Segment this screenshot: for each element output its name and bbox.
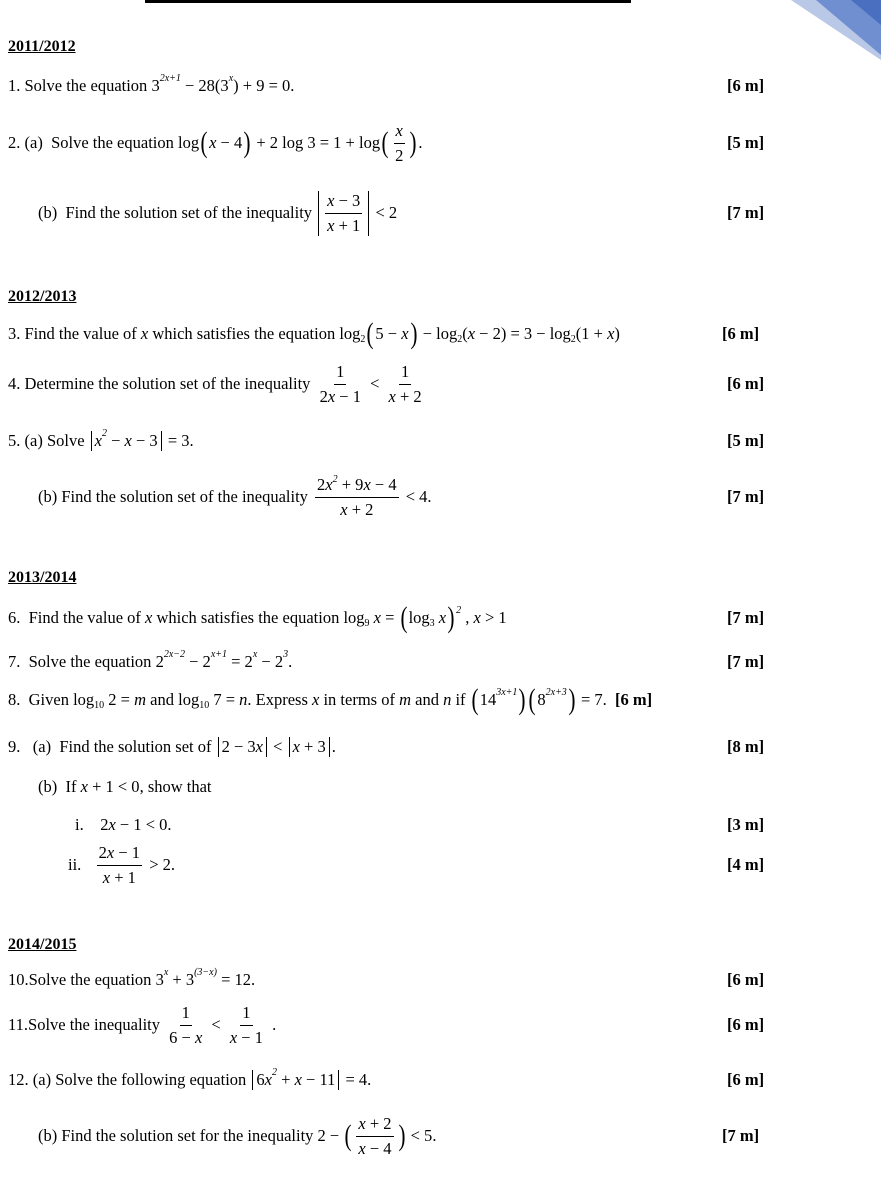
math-term: ) bbox=[568, 683, 576, 716]
math-term: x bbox=[312, 690, 320, 709]
math-term: (1 + bbox=[575, 324, 608, 343]
question-q3 bbox=[8, 312, 620, 356]
math-term: 2x+3 bbox=[545, 686, 567, 698]
question-text: . bbox=[602, 690, 615, 709]
math-term: x bbox=[294, 1070, 302, 1089]
math-term: + 1 < 0 bbox=[87, 777, 140, 796]
math-term: 1 bbox=[242, 1002, 251, 1022]
question-text: 11.Solve the inequality bbox=[8, 1015, 165, 1034]
question-text: . bbox=[331, 737, 336, 756]
section-heading-2011-2012: 2011/2012 bbox=[8, 38, 76, 55]
fraction-numerator bbox=[180, 1003, 192, 1026]
math-term: < bbox=[269, 737, 287, 756]
math-term: − log bbox=[418, 324, 458, 343]
math-term: − 2 bbox=[185, 652, 211, 671]
question-text: . bbox=[367, 1070, 372, 1089]
math-term: ) bbox=[410, 317, 418, 350]
fraction-denominator bbox=[356, 1137, 393, 1159]
math-term: 2 bbox=[360, 333, 366, 345]
math-term: x bbox=[106, 842, 115, 862]
math-term: 10 bbox=[94, 699, 105, 711]
math-term: 8 bbox=[537, 690, 546, 709]
fraction bbox=[97, 843, 142, 888]
math-term: 2 bbox=[456, 604, 462, 616]
question-text: . bbox=[189, 431, 194, 450]
marks-label: [5 m] bbox=[727, 133, 765, 152]
question-text: 1. Solve the equation bbox=[8, 76, 152, 95]
question-q2b bbox=[38, 191, 397, 235]
math-term: 2 bbox=[272, 1066, 277, 1078]
question-text: (b) Find the solution set of the inequality bbox=[38, 487, 313, 506]
fraction-numerator bbox=[394, 121, 405, 144]
math-term: ( bbox=[381, 126, 389, 159]
math-term: 3x+1 bbox=[496, 686, 518, 698]
math-term: x bbox=[124, 431, 132, 450]
math-term: 3 bbox=[155, 970, 164, 989]
math-term: 2 bbox=[457, 333, 463, 345]
math-term: + 2 log 3 = 1 + log bbox=[252, 133, 381, 152]
question-q1 bbox=[8, 64, 294, 108]
fraction bbox=[228, 1003, 265, 1048]
math-term: + 9 bbox=[337, 474, 364, 494]
question-text: which satisfies the equation bbox=[148, 324, 340, 343]
absolute-value bbox=[252, 1066, 339, 1090]
math-term: + 2 bbox=[395, 386, 422, 406]
marks-label: [6 m] bbox=[727, 1015, 765, 1034]
fraction-denominator bbox=[393, 144, 405, 166]
math-term: 1 bbox=[181, 1002, 190, 1022]
section-heading-2012-2013: 2012/2013 bbox=[8, 288, 77, 305]
math-term: = 2 bbox=[227, 652, 253, 671]
fraction bbox=[318, 362, 363, 407]
math-term: ) bbox=[398, 1119, 405, 1152]
math-term: x bbox=[363, 474, 371, 494]
math-term: − 2) = 3 − log bbox=[475, 324, 571, 343]
question-text: . Express bbox=[247, 690, 313, 709]
marks-label: [7 m] bbox=[727, 652, 765, 671]
question-text: (b) If bbox=[38, 777, 81, 796]
question-text: 5. (a) Solve bbox=[8, 431, 89, 450]
math-term: + 2 bbox=[365, 1113, 392, 1133]
math-term: < 4 bbox=[401, 487, 428, 506]
math-term: log bbox=[178, 690, 200, 709]
math-term: 5 − bbox=[375, 324, 402, 343]
math-term: 7 = bbox=[209, 690, 240, 709]
math-term: x bbox=[229, 1027, 238, 1047]
math-term: ( bbox=[400, 601, 408, 634]
math-term: ( bbox=[366, 317, 374, 350]
math-term: x bbox=[358, 1138, 366, 1158]
fraction bbox=[167, 1003, 204, 1048]
question-text: 2. (a) Solve the equation bbox=[8, 133, 178, 152]
math-term: − 2 bbox=[257, 652, 284, 671]
question-text: which satisfies the equation bbox=[152, 608, 344, 627]
math-term: (3−x) bbox=[194, 966, 217, 978]
math-term: x bbox=[194, 1027, 203, 1047]
math-term: − 3 bbox=[334, 190, 361, 210]
section-heading-2013-2014: 2013/2014 bbox=[8, 569, 77, 586]
math-term: 2 bbox=[570, 333, 576, 345]
math-term: x bbox=[209, 133, 217, 152]
math-term: x bbox=[145, 608, 153, 627]
math-term: x bbox=[228, 72, 234, 84]
math-term: x bbox=[140, 324, 149, 343]
math-term: − 4 bbox=[370, 474, 397, 494]
math-term: ) bbox=[447, 601, 455, 634]
math-term: + 3 bbox=[299, 737, 326, 756]
question-q6 bbox=[8, 596, 507, 640]
math-term: > 2 bbox=[145, 855, 171, 874]
math-term: log bbox=[408, 608, 430, 627]
math-term: 2x−2 bbox=[163, 648, 185, 660]
math-term: − 28(3 bbox=[180, 76, 229, 95]
math-term: > 1 bbox=[480, 608, 507, 627]
math-term: x bbox=[434, 608, 447, 627]
math-term: x bbox=[102, 867, 111, 887]
question-text: 6. Find the value of bbox=[8, 608, 146, 627]
marks-label: [6 m] bbox=[727, 76, 765, 95]
math-term: = 4 bbox=[341, 1070, 368, 1089]
math-term: ( bbox=[462, 324, 468, 343]
math-term: 3 bbox=[283, 648, 289, 660]
math-term: 2 − bbox=[317, 1126, 344, 1145]
math-term: x+1 bbox=[210, 648, 227, 660]
question-q12b bbox=[38, 1114, 436, 1158]
math-term: x bbox=[358, 1113, 366, 1133]
math-term: 2 = bbox=[104, 690, 135, 709]
math-term: 6 − bbox=[169, 1027, 195, 1047]
question-text: (b) Find the solution set of the inequality bbox=[38, 203, 317, 222]
math-term: + 1 bbox=[334, 215, 361, 235]
math-term: − 4 bbox=[365, 1138, 392, 1158]
math-term: x bbox=[401, 324, 409, 343]
math-term: log bbox=[73, 690, 95, 709]
marks-label: [7 m] bbox=[727, 203, 765, 222]
question-text: 4. Determine the solution set of the inequality bbox=[8, 374, 315, 393]
math-term: 2 bbox=[98, 842, 107, 862]
question-text: and bbox=[411, 690, 444, 709]
math-term: x bbox=[264, 1070, 272, 1089]
question-q9a bbox=[8, 725, 336, 769]
question-text: and bbox=[146, 690, 179, 709]
math-term: x bbox=[607, 324, 615, 343]
marks-label: [6 m] bbox=[727, 970, 765, 989]
math-term: = bbox=[381, 608, 399, 627]
question-text: . bbox=[170, 855, 175, 874]
fraction-numerator bbox=[97, 843, 142, 866]
absolute-value bbox=[91, 427, 162, 451]
absolute-value bbox=[318, 191, 369, 236]
math-term: = 7 bbox=[576, 690, 603, 709]
question-text: in terms of bbox=[319, 690, 400, 709]
math-term: 1 bbox=[336, 361, 345, 381]
question-text: . bbox=[432, 1126, 437, 1145]
fraction bbox=[393, 121, 405, 166]
math-term: − 1 bbox=[114, 842, 141, 862]
marks-label: [6 m] bbox=[727, 374, 765, 393]
math-term: − 3 bbox=[131, 431, 158, 450]
math-term: + bbox=[277, 1070, 295, 1089]
question-q5a bbox=[8, 419, 194, 463]
math-term: m bbox=[399, 690, 412, 709]
question-q4 bbox=[8, 362, 427, 406]
question-text: ii. bbox=[68, 855, 94, 874]
math-term: ) bbox=[518, 683, 526, 716]
fraction bbox=[315, 475, 399, 520]
fraction-numerator bbox=[325, 191, 362, 214]
math-term: − bbox=[106, 431, 125, 450]
math-term: x bbox=[327, 190, 335, 210]
math-term: ( bbox=[200, 126, 208, 159]
math-term: n bbox=[443, 690, 452, 709]
math-term: , bbox=[461, 608, 474, 627]
math-term: x bbox=[327, 386, 336, 406]
math-term: x bbox=[325, 474, 333, 494]
math-term: x bbox=[292, 737, 300, 756]
math-term: + 2 bbox=[347, 499, 374, 519]
marks-label: [4 m] bbox=[727, 855, 765, 874]
math-term: n bbox=[239, 690, 248, 709]
math-term: − 1 < 0 bbox=[115, 815, 168, 834]
math-term: = 12 bbox=[216, 970, 251, 989]
math-term: − 1 bbox=[335, 386, 361, 406]
fraction-denominator bbox=[101, 866, 138, 888]
math-term: − 11 bbox=[301, 1070, 336, 1089]
math-term: ) + 9 = 0 bbox=[233, 76, 291, 95]
marks-label: [7 m] bbox=[722, 1126, 760, 1145]
math-term: ( bbox=[528, 683, 536, 716]
math-term: 1 bbox=[400, 361, 410, 381]
question-q12a bbox=[8, 1058, 371, 1102]
question-text: , show that bbox=[139, 777, 212, 796]
math-term: < bbox=[207, 1015, 225, 1034]
fraction-numerator bbox=[240, 1003, 252, 1026]
question-q11 bbox=[8, 1003, 276, 1047]
math-term: ) bbox=[409, 126, 417, 159]
question-text: 8. Given bbox=[8, 690, 74, 709]
marks-label: [6 m] bbox=[615, 690, 653, 709]
absolute-value bbox=[218, 737, 267, 757]
fraction bbox=[325, 191, 362, 236]
question-text: 3. Find the value of bbox=[8, 324, 141, 343]
math-term: m bbox=[134, 690, 147, 709]
fraction-denominator bbox=[318, 385, 363, 407]
math-term: ) bbox=[614, 324, 620, 343]
math-term: log bbox=[343, 608, 365, 627]
fraction-denominator bbox=[325, 214, 362, 236]
marks-label: [6 m] bbox=[727, 1070, 765, 1089]
math-term: < bbox=[365, 374, 384, 393]
header-rule bbox=[145, 0, 631, 3]
question-text: . bbox=[418, 133, 423, 152]
marks-label: [8 m] bbox=[727, 737, 765, 756]
math-term: 2 bbox=[332, 473, 338, 485]
question-text: . bbox=[288, 652, 293, 671]
math-term: 2 bbox=[317, 474, 326, 494]
question-text: 9. (a) Find the solution set of bbox=[8, 737, 216, 756]
math-term: x bbox=[94, 431, 102, 450]
fraction bbox=[387, 362, 424, 407]
marks-label: [6 m] bbox=[722, 324, 760, 343]
question-text: i. bbox=[75, 815, 101, 834]
math-term: x bbox=[340, 499, 348, 519]
math-term: − 1 bbox=[237, 1027, 263, 1047]
math-term: 2 − 3 bbox=[221, 737, 256, 756]
math-term: 6 bbox=[256, 1070, 265, 1089]
question-text: 10.Solve the equation bbox=[8, 970, 156, 989]
math-term: = 3 bbox=[163, 431, 190, 450]
question-text: 7. Solve the equation bbox=[8, 652, 156, 671]
math-term: log bbox=[339, 324, 361, 343]
math-term: ) bbox=[243, 126, 251, 159]
section-heading-2014-2015: 2014/2015 bbox=[8, 936, 77, 953]
math-term: x bbox=[473, 608, 481, 627]
question-text: if bbox=[451, 690, 470, 709]
question-text: (b) Find the solution set for the inequality bbox=[38, 1126, 318, 1145]
fraction-numerator bbox=[315, 475, 399, 498]
math-term: 2 bbox=[319, 386, 328, 406]
math-term: x bbox=[388, 386, 396, 406]
math-term: x bbox=[163, 966, 169, 978]
question-text: . bbox=[290, 76, 295, 95]
math-term: x bbox=[467, 324, 476, 343]
question-q9i bbox=[75, 803, 172, 847]
question-text: . bbox=[251, 970, 256, 989]
fraction-denominator bbox=[228, 1026, 265, 1048]
math-term: 2 bbox=[100, 815, 109, 834]
math-term: 3 bbox=[151, 76, 160, 95]
question-text: . bbox=[167, 815, 172, 834]
question-q5b bbox=[38, 475, 432, 519]
fraction-denominator bbox=[387, 385, 424, 407]
math-term: + 3 bbox=[168, 970, 195, 989]
math-term: x bbox=[327, 215, 335, 235]
marks-label: [7 m] bbox=[727, 608, 765, 627]
math-term: x bbox=[395, 120, 403, 140]
math-term: x bbox=[108, 815, 116, 834]
math-term: < 2 bbox=[371, 203, 398, 222]
math-term: 2 bbox=[101, 427, 107, 439]
math-term: 2x+1 bbox=[159, 72, 181, 84]
fraction-numerator bbox=[356, 1114, 393, 1137]
fraction-numerator bbox=[399, 362, 411, 385]
math-term: 3 bbox=[429, 617, 435, 629]
fraction bbox=[356, 1114, 393, 1159]
question-text: . bbox=[267, 1015, 277, 1034]
fraction-numerator bbox=[334, 362, 346, 385]
math-term: x bbox=[80, 777, 88, 796]
fraction-denominator bbox=[167, 1026, 204, 1048]
math-term: log bbox=[178, 133, 200, 152]
marks-label: [5 m] bbox=[727, 431, 765, 450]
math-term: 9 bbox=[364, 617, 370, 629]
question-q9ii bbox=[68, 843, 175, 887]
marks-label: [3 m] bbox=[727, 815, 765, 834]
question-text: . bbox=[427, 487, 432, 506]
math-term: 2 bbox=[155, 652, 164, 671]
math-term: ( bbox=[471, 683, 479, 716]
corner-decoration bbox=[791, 0, 881, 60]
fraction-denominator bbox=[338, 498, 375, 520]
math-term: < 5 bbox=[406, 1126, 433, 1145]
question-q10 bbox=[8, 958, 255, 1002]
math-term: 2 bbox=[395, 145, 404, 165]
math-term: x bbox=[369, 608, 381, 627]
math-term: 14 bbox=[479, 690, 497, 709]
question-text: 12. (a) Solve the following equation bbox=[8, 1070, 251, 1089]
question-q8 bbox=[8, 678, 652, 722]
absolute-value bbox=[289, 737, 330, 757]
math-term: − 4 bbox=[216, 133, 243, 152]
marks-label: [7 m] bbox=[727, 487, 765, 506]
math-term: x bbox=[255, 737, 263, 756]
question-q2a bbox=[8, 121, 422, 165]
math-term: ( bbox=[344, 1119, 352, 1152]
math-term: + 1 bbox=[110, 867, 136, 887]
math-term: 10 bbox=[199, 699, 210, 711]
math-term: x bbox=[252, 648, 258, 660]
